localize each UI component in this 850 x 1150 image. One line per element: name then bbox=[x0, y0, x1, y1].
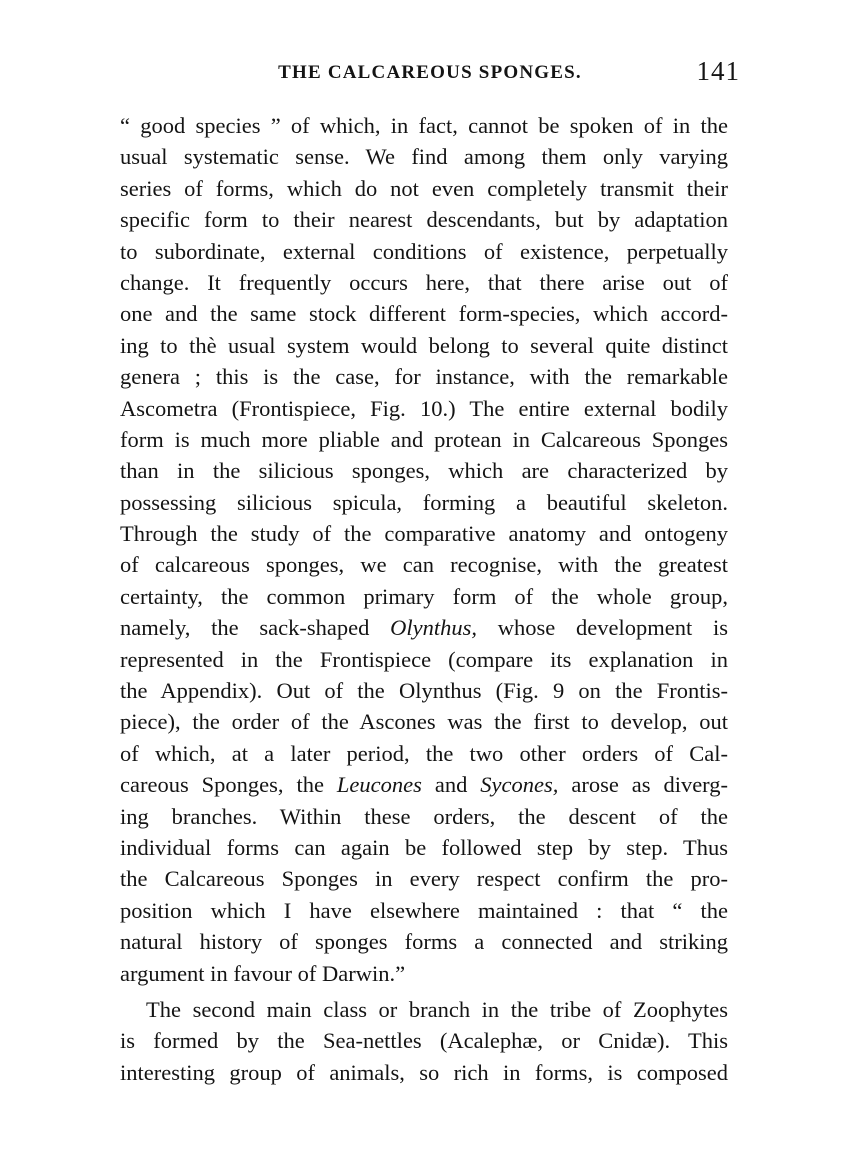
text-line: “ good species ” of which, in fact, cannot be spoken of in the bbox=[120, 113, 728, 138]
text-line: than in the silicious sponges, which are characterized by bbox=[120, 458, 728, 484]
text-line: one and the same stock different form-species, which accord- bbox=[120, 301, 728, 327]
text-line: series of forms, which do not even completely transmit their bbox=[120, 175, 728, 201]
text-line: of calcareous sponges, we can recognise, with the greatest bbox=[120, 552, 728, 578]
text-line: individual forms can again be followed step by step. Thus bbox=[120, 834, 728, 860]
text-line bbox=[120, 612, 728, 643]
text-line: is formed by the Sea-nettles (Acalephæ, or Cnidæ). This bbox=[120, 1028, 728, 1054]
text-line: interesting group of animals, so rich in forms, is composed bbox=[120, 1059, 728, 1085]
text-line: position which I have elsewhere maintained : that “ the bbox=[120, 897, 728, 923]
text-line: form is much more pliable and protean in Calcareous Sponges bbox=[120, 426, 728, 452]
text-line: change. It frequently occurs here, that there arise out of bbox=[120, 269, 728, 295]
text-line: of which, at a later period, the two other orders of Cal- bbox=[120, 740, 728, 766]
paragraph-2 bbox=[120, 994, 728, 1088]
text-run: whose development is bbox=[477, 615, 728, 641]
running-head bbox=[120, 56, 740, 92]
text-run: careous Sponges, the bbox=[120, 772, 337, 798]
paragraph-1 bbox=[120, 110, 728, 989]
running-title: THE CALCAREOUS SPONGES. bbox=[278, 62, 582, 83]
italic-term-leucones: Leucones bbox=[336, 772, 422, 798]
text-line: ing branches. Within these orders, the descent of the bbox=[120, 803, 728, 829]
text-line: certainty, the common primary form of the whole group, bbox=[120, 583, 728, 609]
body-text bbox=[120, 110, 728, 1088]
text-line: genera ; this is the case, for instance, with the remarkable bbox=[120, 364, 728, 390]
text-line: Through the study of the comparative anatomy and ontogeny bbox=[120, 521, 728, 547]
text-line: natural history of sponges forms a connected and striking bbox=[120, 929, 728, 955]
text-line: argument in favour of Darwin.” bbox=[120, 960, 406, 986]
text-line: usual systematic sense. We find among them only varying bbox=[120, 144, 728, 170]
text-line: the Appendix). Out of the Olynthus (Fig. 9 on the Frontis- bbox=[120, 678, 728, 704]
text-run: arose as diverg- bbox=[558, 772, 728, 798]
text-line: The second main class or branch in the tribe of Zoophytes bbox=[146, 996, 728, 1022]
text-run: and bbox=[421, 772, 481, 798]
page-number: 141 bbox=[696, 56, 740, 86]
italic-term-olynthus: Olynthus, bbox=[390, 615, 477, 641]
text-line: represented in the Frontispiece (compare its explanation in bbox=[120, 646, 728, 672]
text-line: piece), the order of the Ascones was the first to develop, out bbox=[120, 709, 728, 735]
text-line: specific form to their nearest descendants, but by adaptation bbox=[120, 207, 728, 233]
text-line: possessing silicious spicula, forming a beautiful skeleton. bbox=[120, 489, 728, 515]
italic-term-sycones: Sycones, bbox=[480, 772, 559, 798]
text-line bbox=[120, 769, 728, 800]
text-line: the Calcareous Sponges in every respect confirm the pro- bbox=[120, 866, 728, 892]
text-line: to subordinate, external conditions of existence, perpetually bbox=[120, 238, 728, 264]
text-line: ing to thè usual system would belong to several quite distinct bbox=[120, 332, 728, 358]
text-run: namely, the sack-shaped bbox=[120, 615, 391, 641]
text-line: Ascometra (Frontispiece, Fig. 10.) The entire external bodily bbox=[120, 395, 728, 421]
